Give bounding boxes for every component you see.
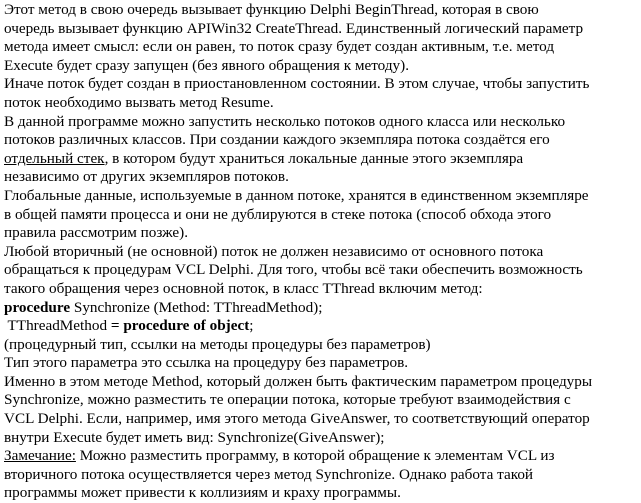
- text-line-with-underline: [4, 150, 638, 169]
- text-line: (процедурный тип, ссылки на методы процедуры без параметров): [4, 335, 431, 353]
- text-line: Execute будет сразу запущен (без явного обращения к методу).: [4, 56, 410, 74]
- text-line: Глобальные данные, используемые в данном потоке, хранятся в единственном экземпляре: [4, 186, 589, 204]
- text-line: Synchronize, можно разместить те операции потока, которые требуют взаимодействия с: [4, 391, 571, 409]
- text-line: внутри Execute будет иметь вид: Synchronize(GiveAnswer);: [4, 428, 385, 446]
- note-line: [4, 447, 638, 466]
- note-label: Замечание:: [4, 447, 76, 465]
- text-line: Тип этого параметра это ссылка на процедуру без параметров.: [4, 354, 409, 372]
- text-line: В данной программе можно запустить несколько потоков одного класса или несколько: [4, 112, 566, 130]
- text-line: вторичного потока осуществляется через метод Synchronize. Однако работа такой: [4, 465, 534, 483]
- text-line: Именно в этом методе Method, который должен быть фактическим параметром процедуры: [4, 372, 593, 390]
- code-line-procedure: [4, 299, 638, 318]
- keyword-procedure-of-object: procedure of object: [119, 317, 250, 335]
- text-line: Этот метод в свою очередь вызывает функцию Delphi BeginThread, которая в свою: [4, 1, 539, 18]
- semicolon: ;: [249, 317, 254, 335]
- note-rest: Можно разместить программу, в которой обращение к элементам VCL из: [75, 447, 555, 465]
- text-line: метода имеет смысл: если он равен, то поток сразу будет создан активным, т.е. метод: [4, 38, 555, 56]
- underlined-term: отдельный стек: [4, 149, 105, 167]
- text-line: VCL Delphi. Если, например, имя этого метода GiveAnswer, то соответствующий оператор: [4, 410, 590, 428]
- type-name: TThreadMethod: [4, 317, 111, 335]
- code-rest: Synchronize (Method: TThreadMethod);: [70, 298, 323, 316]
- text-line: программы может привести к коллизиям и краху программы.: [4, 484, 401, 502]
- text-line: потоков различных классов. При создании каждого экземпляра потока создаётся его: [4, 131, 550, 149]
- line-rest: , в котором будут храниться локальные данные этого экземпляра: [104, 149, 524, 167]
- text-line: в общей памяти процесса и они не дублируются в стеке потока (способ обхода этого: [4, 205, 552, 223]
- equals-sign: =: [110, 317, 120, 335]
- keyword-procedure: procedure: [4, 298, 71, 316]
- text-line: Иначе поток будет создан в приостановленном состоянии. В этом случае, чтобы запустить: [4, 75, 590, 93]
- text-line: обращаться к процедурам VCL Delphi. Для того, чтобы всё таки обеспечить возможность: [4, 261, 583, 279]
- text-line: правила рассмотрим позже).: [4, 224, 188, 242]
- text-line: Любой вторичный (не основной) поток не должен независимо от основного потока: [4, 242, 544, 260]
- code-line-type: [4, 317, 638, 336]
- text-line: поток необходимо вызвать метод Resume.: [4, 93, 274, 111]
- text-line: такого обращения через основной поток, в класс TThread включим метод:: [4, 279, 483, 297]
- text-line: очередь вызывает функцию APIWin32 CreateThread. Единственный логический параметр: [4, 19, 584, 37]
- text-line: независимо от других экземпляров потоков.: [4, 168, 289, 186]
